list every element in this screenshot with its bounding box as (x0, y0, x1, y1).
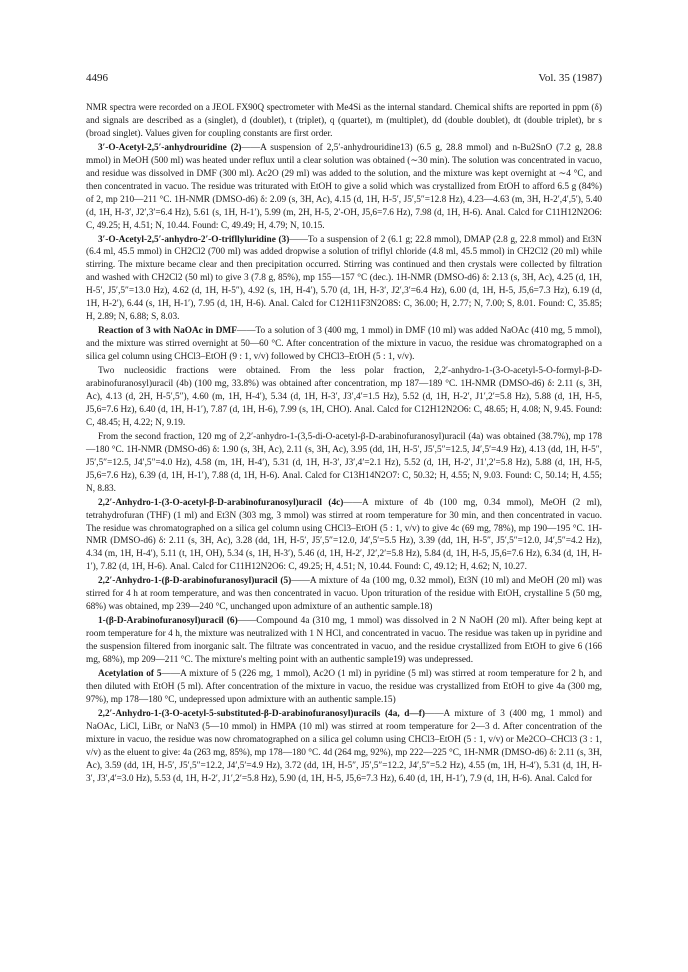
paragraph-compound-4c (86, 497, 602, 575)
paragraph-text: ——To a suspension of 2 (6.1 g; 22.8 mmol), DMAP (2.8 g, 22.8 mmol) and Et3N (6.4 ml, 45.5 mmol) in CH2Cl2 (700 ml) was added dropwise a solution of triflyl chloride (4.8 ml, 45.5 mmol) in CH2Cl2 (20 ml) while stirring. The mixture became clear and then precipitation occurred. Stirring was continued and then crystals were collected by filtration and washed with CH2Cl2 (50 ml) to give 3 (7.8 g, 85%), mp 155—157 °C (dec.). 1H-NMR (DMSO-d6) δ: 2.13 (s, 3H, Ac), 4.25 (d, 1H, H-5′, J5′,5″=13.0 Hz), 4.62 (d, 1H, H-5″), 4.92 (s, 1H, H-4′), 5.70 (d, 1H, H-3′, J2′,3′=6.4 Hz), 6.00 (d, 1H, H-5, J5,6=7.3 Hz), 6.19 (d, 1H, H-2′), 6.44 (s, 1H, H-1′), 7.95 (d, 1H, H-6). Anal. Calcd for C12H11F3N2O8S: C, 36.00; H, 2.77; N, 7.00; S, 8.01. Found: C, 35.85; H, 2.89; N, 6.88; S, 8.03. (86, 234, 603, 323)
paragraph-compounds-4adf (86, 708, 602, 786)
compound-heading: Reaction of 3 with NaOAc in DMF (98, 326, 237, 337)
paragraph-compound-2 (86, 142, 602, 233)
paragraph-fraction-4a (86, 431, 602, 496)
paragraph-compound-3 (86, 234, 602, 325)
paragraph-nmr-methods (86, 102, 602, 141)
volume-label: Vol. 35 (1987) (538, 72, 602, 84)
paragraph-text: ——To a solution of 3 (400 mg, 1 mmol) in DMF (10 ml) was added NaOAc (410 mg, 5 mmol), and the mixture was stirred overnight at 50—60 °C. After concentration of the mixture in vacuo, the residue was chromatographed on a silica gel column using CHCl3–EtOH (9 : 1, v/v) followed by CHCl3–EtOH (5 : 1, v/v). (86, 326, 603, 363)
paragraph-reaction-naoac (86, 325, 602, 364)
paragraph-fraction-4b (86, 365, 602, 430)
paragraph-text: Two nucleosidic fractions were obtained. From the less polar fraction, 2,2′-anhydro-1-(3-O-acetyl-5-O-formyl-β-D-arabinofuranosyl)uracil (4b) (100 mg, 33.8%) was obtained after concentration, mp 187—189 °C. 1H-NMR (DMSO-d6) δ: 2.11 (s, 3H, Ac), 4.13 (d, 2H, H-5′,5″), 4.60 (m, 1H, H-4′), 5.34 (d, 1H, H-3′, J3′,4′=1.5 Hz), 5.52 (d, 1H, H-2′, J1′,2′=5.8 Hz), 5.88 (d, 1H, H-5, J5,6=7.6 Hz), 6.40 (d, 1H, H-1′), 7.87 (d, 1H, H-6), 7.99 (s, 1H, CHO). Anal. Calcd for C12H12N2O6: C, 48.65; H, 4.08; N, 9.45. Found: C, 48.45; H, 4.22; N, 9.19. (86, 366, 602, 428)
compound-heading: 2,2′-Anhydro-1-(β-D-arabinofuranosyl)uracil (5) (98, 576, 292, 587)
compound-heading: 2,2′-Anhydro-1-(3-O-acetyl-β-D-arabinofuranosyl)uracil (4c) (98, 497, 344, 508)
paragraph-text: NMR spectra were recorded on a JEOL FX90Q spectrometer with Me4Si as the internal standard. Chemical shifts are reported in ppm (δ) and signals are described as a (singlet), d (doublet), t (triplet), q (quartet), m (multiplet), dd (double doublet), dt (double triplet), br s (broad singlet). Values given for coupling constants are first order. (86, 103, 602, 139)
compound-heading: 3′-O-Acetyl-2,5′-anhydro-2′-O-trifllyluridine (3) (98, 234, 290, 245)
paragraph-text: From the second fraction, 120 mg of 2,2′-anhydro-1-(3,5-di-O-acetyl-β-D-arabinofuranosyl)uracil (4a) was obtained (38.7%), mp 178—180 °C. 1H-NMR (DMSO-d6) δ: 1.90 (s, 3H, Ac), 2.11 (s, 3H, Ac), 3.95 (dd, 1H, H-5′, J5′,5″=12.5, J4′,5′=4.9 Hz), 4.13 (dd, 1H, H-5″, J5′,5″=12.5, J4′,5″=4.0 Hz), 4.58 (m, 1H, H-4′), 5.31 (d, 1H, H-3′, J3′,4′=2.1 Hz), 5.52 (d, 1H, H-2′, J1′,2′=5.8 Hz), 5.88 (d, 1H, H-5, J5,6=7.6 Hz), 6.39 (d, 1H, H-1′), 7.88 (d, 1H, H-6). Anal. Calcd for C13H14N2O7: C, 50.32; H, 4.55; N, 9.03. Found: C, 50.14; H, 4.55; N, 8.83. (86, 431, 602, 494)
experimental-text (86, 102, 602, 786)
paragraph-compound-5 (86, 575, 602, 614)
compound-heading: Acetylation of 5 (98, 668, 162, 679)
compound-heading: 3′-O-Acetyl-2,5′-anhydrouridine (2) (98, 142, 242, 153)
paragraph-text: ——A mixture of 4a (100 mg, 0.32 mmol), Et3N (10 ml) and MeOH (20 ml) was stirred for 4 h at room temperature, and was then concentrated in vacuo. Upon trituration of the residue with EtOH, crystalline 5 (50 mg, 68%) was obtained, mp 239—240 °C, unchanged upon admixture of an authentic sample.18) (86, 576, 602, 613)
running-header (86, 72, 602, 88)
paragraph-compound-6 (86, 615, 602, 667)
paragraph-text: ——A suspension of 2,5′-anhydrouridine13) (6.5 g, 28.8 mmol) and n-Bu2SnO (7.2 g, 28.8 mmol) in MeOH (500 ml) was heated under reflux until a clear solution was obtained (∼30 min). The solution was concentrated in vacuo, and residue was dissolved in DMF (300 ml). Ac2O (29 ml) was added to the solution, and the mixture was kept overnight at ∼4 °C, and then concentrated in vacuo. The residue was triturated with EtOH to give a solid which was crystallized from EtOH to afford 6.5 g (84%) of 2, mp 210—211 °C. 1H-NMR (DMSO-d6) δ: 2.09 (s, 3H, Ac), 4.15 (d, 1H, H-5′, J5′,5″=12.8 Hz), 4.23—4.63 (m, 3H, H-2′,4′,5′), 5.40 (d, 1H, H-3′, J2′,3′=6.4 Hz), 5.61 (s, 1H, H-1′), 5.99 (m, 2H, H-5, 2′-OH, J5,6=7.6 Hz), 7.98 (d, 1H, H-6). Anal. Calcd for C11H12N2O6: C, 49.25; H, 4.51; N, 10.44. Found: C, 49.49; H, 4.79; N, 10.15. (86, 142, 603, 231)
paragraph-acetylation (86, 668, 602, 707)
paragraph-text: ——A mixture of 3 (400 mg, 1 mmol) and NaOAc, LiCl, LiBr, or NaN3 (5—10 mmol) in HMPA (10 ml) was stirred at room temperature for 2—3 d. After concentration of the mixture in vacuo, the residue was now chromatographed on a silica gel column using CHCl3–EtOH (5 : 1, v/v) or Me2CO–CHCl3 (3 : 1, v/v) as the eluent to give: 4a (263 mg, 85%), mp 178—180 °C. 4d (264 mg, 92%), mp 222—225 °C, 1H-NMR (DMSO-d6) δ: 2.11 (s, 3H, Ac), 3.59 (dd, 1H, H-5′, J5′,5″=12.2, J4′,5′=4.9 Hz), 3.72 (dd, 1H, H-5″, J5′,5″=12.2, J4′,5″=5.2 Hz), 4.55 (m, 1H, H-4′), 5.31 (d, 1H, H-3′, J3′,4′=3.0 Hz), 5.53 (d, 1H, H-2′, J1′,2′=5.8 Hz), 5.90 (d, 1H, H-5, J5,6=7.3 Hz), 6.40 (d, 1H, H-1′), 7.9 (d, 1H, H-6). Anal. Calcd for (86, 708, 602, 784)
paragraph-text: ——A mixture of 5 (226 mg, 1 mmol), Ac2O (1 ml) in pyridine (5 ml) was stirred at room temperature for 2 h, and then diluted with EtOH (5 ml). After concentration of the mixture in vacuo, the residue was crystallized from EtOH to give 4a (300 mg, 97%), mp 178—180 °C, undepressed upon admixture with an authentic sample.15) (86, 668, 602, 705)
compound-heading: 1-(β-D-Arabinofuranosyl)uracil (6) (98, 616, 238, 627)
page-number: 4496 (86, 72, 108, 84)
paragraph-text: ——Compound 4a (310 mg, 1 mmol) was dissolved in 2 N NaOH (20 ml). After being kept at room temperature for 4 h, the mixture was neutralized with 1 N HCl, and concentrated in vacuo. The residue was taken up in pyridine and the suspension filtered from inorganic salt. The filtrate was concentrated in vacuo, and the residue crystallized from EtOH to give 6 (166 mg, 68%), mp 209—211 °C. The mixture's melting point with an authentic sample19) was undepressed. (86, 616, 602, 666)
compound-heading: 2,2′-Anhydro-1-(3-O-acetyl-5-substituted-β-D-arabinofuranosyl)uracils (4a, d—f) (98, 708, 425, 719)
paragraph-text: ——A mixture of 4b (100 mg, 0.34 mmol), MeOH (2 ml), tetrahydrofuran (THF) (1 ml) and Et3N (303 mg, 3 mmol) was stirred at room temperature for 30 min, and then concentrated in vacuo. The residue was chromatographed on a silica gel column using CHCl3–EtOH (5 : 1, v/v) to give 4c (69 mg, 78%), mp 190—195 °C. 1H-NMR (DMSO-d6) δ: 2.11 (s, 3H, Ac), 3.28 (dd, 1H, H-5′, J5′,5″=12.0, J4′,5′=5.5 Hz), 3.39 (dd, 1H, H-5″, J5′,5″=12.0, J4′,5″=4.2 Hz), 4.34 (m, 1H, H-4′), 5.11 (t, 1H, OH), 5.34 (s, 1H, H-3′), 5.46 (d, 1H, H-2′, J2′,2′=5.8 Hz), 5.84 (d, 1H, H-5, J5,6=7.6 Hz), 6.34 (d, 1H, H-1′), 7.82 (d, 1H, H-6). Anal. Calcd for C11H12N2O6: C, 49.25; H, 4.51; N, 10.44. Found: C, 49.12; H, 4.62; N, 10.27. (86, 497, 602, 573)
